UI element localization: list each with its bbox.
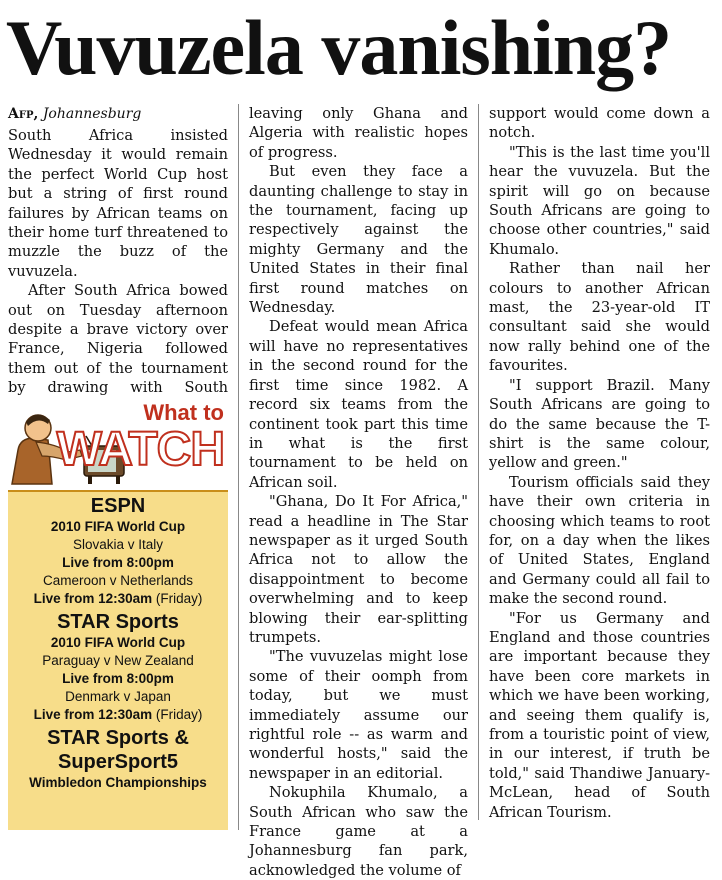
what-to-title: What to [143,400,224,425]
byline-city: Johannesburg [42,106,142,122]
paragraph: After South Africa bowed out on Tuesday afternoon despite a brave victory over France, Nigeria followed them out of the tournament by drawing with South [8,282,228,397]
broadcast-time: Live from 8:00pm [62,671,174,686]
paragraph: "For us Germany and England and those countries are important because they have been core markets in which we have been working, and seeing them qualify is, from a touristic point of view, in our interest, if truth be told," said Thandiwe January-McLean, head of South African Tourism. [489,609,710,821]
paragraph: "I support Brazil. Many South Africans are going to do the same because the T-shirt is the same colour, yellow and green." [489,376,710,472]
match: Slovakia v Italy [72,537,164,552]
paragraph: Rather than nail her colours to another African mast, the 23-year-old IT consultant said she would now rally behind one of the favourites. [489,260,710,375]
channel-name: SuperSport5 [57,751,179,773]
tv-listings [8,492,228,830]
column-divider [478,104,479,820]
event-name: 2010 FIFA World Cup [50,635,186,650]
paragraph: "Ghana, Do It For Africa," read a headline in The Star newspaper as it urged South Africa not to allow the disappointment to become overwhelming and to keep blowing their ear-splitting trumpets. [249,493,468,646]
byline-agency: Afp, [8,106,39,122]
broadcast-time [8,706,228,724]
paragraph: Nokuphila Khumalo, a South African who saw the France game at a Johannesburg fan park, acknowledged the volume of [249,784,468,879]
watch-title: WATCH [56,423,224,476]
article-column-3 [489,104,710,822]
match: Paraguay v New Zealand [42,653,194,668]
headline: Vuvuzela vanishing? [6,4,672,91]
paragraph: "This is the last time you'll hear the vuvuzela. But the spirit will go on because South Africans are going to choose other countries," said Khumalo. [489,143,710,258]
paragraph: "The vuvuzelas might lose some of their oomph from today, but we must immediately assume our rightful role -- as warm and wonderful hosts," said the newspaper in an editorial. [249,648,468,782]
time-text: Live from 12:30am [33,591,153,606]
event-name: 2010 FIFA World Cup [50,519,186,534]
paragraph: leaving only Ghana and Algeria with realistic hopes of progress. [249,105,468,161]
paragraph: South Africa insisted Wednesday it would remain the perfect World Cup host but a string of first round failures by African teams on their home turf threatened to muzzle the buzz of the vuvuzela. [8,127,228,280]
byline [8,104,228,124]
paragraph: Defeat would mean Africa will have no representatives in the second round for the first time since 1982. A record six teams from the continent took part this time in what is the first tournament to be held on African soil. [249,318,468,491]
broadcast-time: Live from 8:00pm [62,555,174,570]
paragraph: Tourism officials said they have their own criteria in choosing which teams to root for, on a day when the likes of United States, England and Germany could all fail to make the second round. [489,473,710,608]
event-name: Wimbledon Championships [29,775,207,790]
what-to-watch-header [8,398,228,492]
what-to-watch-box [8,398,228,830]
time-text: Live from 12:30am [33,707,153,722]
channel-name: STAR Sports [57,611,179,633]
match: Cameroon v Netherlands [42,573,194,588]
article-column-1 [8,104,228,417]
time-day: (Friday) [155,591,203,606]
paragraph: support would come down a notch. [489,105,710,142]
paragraph: But even they face a daunting challenge to stay in the tournament, facing up respectively against the mighty Germany and the United States in their final first round matches on Wednesday. [249,163,468,317]
article-column-2 [249,104,468,880]
channel-name: STAR Sports & [47,727,189,749]
match: Denmark v Japan [65,689,171,704]
broadcast-time [8,590,228,608]
column-divider [238,104,239,830]
channel-name: ESPN [90,495,146,517]
time-day: (Friday) [155,707,203,722]
